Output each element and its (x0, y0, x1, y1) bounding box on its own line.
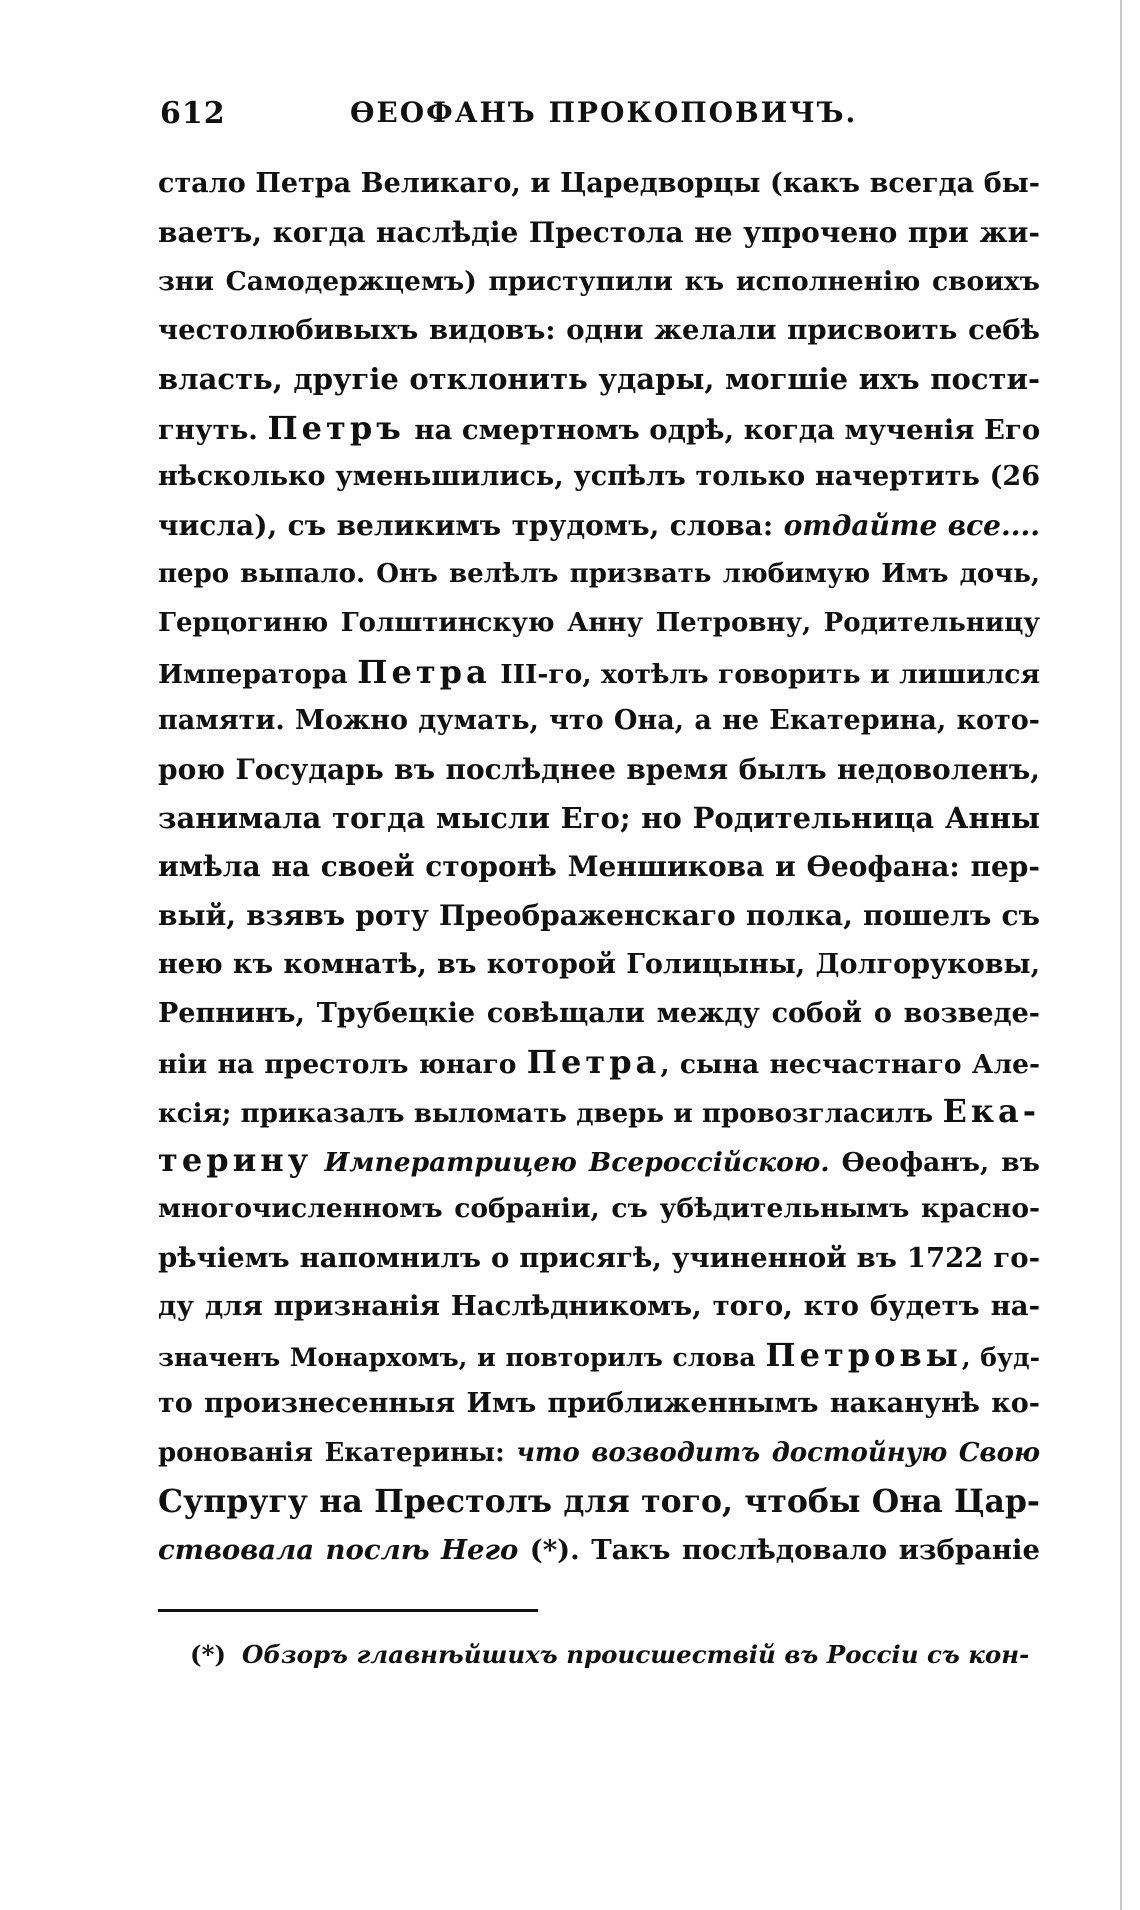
text-segment: ронованія Екатерины: (158, 1437, 517, 1468)
text-line: Репнинъ, Трубецкіе совѣщали между собой о возведе- (158, 997, 1040, 1029)
text-line (158, 1526, 1040, 1575)
page-edge-line (1120, 0, 1122, 1910)
text-line: имѣла на своей сторонѣ Меншикова и Ѳеофана: пер- (158, 850, 1040, 884)
footnote (190, 1640, 1040, 1669)
footnote-marker: (*) (190, 1640, 226, 1669)
text-line (158, 1331, 1040, 1380)
text-segment: III-го, хотѣлъ говорить и лишился (490, 658, 1040, 690)
text-line (158, 1136, 1040, 1185)
footnote-text: Обзоръ главнѣйшихъ происшествій въ Россіи съ кон- (242, 1640, 1030, 1669)
text-line: памяти. Можно думать, что Она, а не Екатерина, кото- (158, 704, 1040, 736)
text-line: зни Самодержцемъ) приступили къ исполненію своихъ (158, 265, 1040, 297)
spaced-name: терину (158, 1140, 313, 1179)
text-line: нѣсколько уменьшились, успѣлъ только начертить (26 (158, 460, 1040, 492)
text-line: вый, взявъ роту Преображенскаго полка, пошелъ съ (158, 898, 1040, 932)
text-line (158, 502, 1040, 551)
text-segment: Ѳеофанъ, въ (829, 1146, 1040, 1178)
italic-title: Императрицею Всероссійскою. (324, 1146, 830, 1178)
text-line: рѣчіемъ напомнилъ о присягѣ, учиненной въ 1722 го- (158, 1241, 1040, 1274)
italic-quote: отдайте все.... (783, 508, 1040, 542)
italic-quote: что возводитъ достойную Свою (516, 1437, 1040, 1468)
text-line: честолюбивыхъ видовъ: одни желали присвоить себѣ (158, 314, 1040, 347)
spaced-name: Петровы (765, 1336, 962, 1375)
footnote-rule (158, 1609, 538, 1612)
text-line: то произнесенныя Имъ приближеннымъ наканунѣ ко- (158, 1387, 1040, 1419)
text-segment: ксія; приказалъ выломать дверь и провозгласилъ (158, 1099, 943, 1130)
italic-quote: ствовала послѣ Него (158, 1534, 519, 1567)
text-line: нею къ комнатѣ, въ которой Голицыны, Долгоруковы, (158, 948, 1040, 980)
running-title: ѲЕОФАНЪ ПРОКОПОВИЧЪ. (350, 96, 858, 129)
page-header (160, 96, 1040, 136)
text-segment: гнуть. (158, 413, 268, 446)
page-number: 612 (160, 96, 226, 131)
text-segment: числа), съ великимъ трудомъ, слова: (158, 508, 784, 542)
text-line: стало Петра Великаго, и Царедворцы (какъ всегда бы- (158, 168, 1040, 199)
text-segment: Императора (158, 658, 358, 690)
text-segment: значенъ Монархомъ, и повторилъ слова (158, 1343, 766, 1373)
text-line: занимала тогда мысли Его; но Родительница Анны (158, 801, 1040, 836)
text-line: ваетъ, когда наслѣдіе Престола не упрочено при жи- (158, 215, 1040, 249)
body-text (158, 160, 1040, 1575)
spaced-name: Петра (526, 1043, 661, 1082)
spaced-name: Петръ (267, 408, 405, 447)
text-segment: , буд- (961, 1343, 1041, 1373)
text-line (158, 404, 1040, 453)
text-line: ду для признанія Наслѣдникомъ, того, кто будетъ на- (158, 1290, 1040, 1323)
text-line (158, 1429, 1040, 1478)
text-line (158, 1038, 1040, 1087)
text-line: Герцогиню Голштинскую Анну Петровну, Родительницу (158, 608, 1040, 639)
text-line: многочисленномъ собраніи, съ убѣдительнымъ красно- (158, 1192, 1040, 1224)
spaced-name: Ека- (942, 1092, 1040, 1131)
text-line: рою Государь въ послѣднее время былъ недоволенъ, (158, 752, 1040, 786)
text-line: перо выпало. Онъ велѣлъ призвать любимую Имъ дочь, (158, 559, 1040, 590)
spaced-name: Петра (357, 652, 491, 691)
text-segment: на смертномъ одрѣ, когда мученія Его (404, 413, 1041, 446)
text-line (158, 648, 1040, 697)
text-line: Супругу на Престолъ для того, чтобы Она Цар- (158, 1482, 1040, 1520)
text-segment: , сына несчастнаго Але- (660, 1049, 1040, 1081)
text-line: власть, другіе отклонить удары, могшіе ихъ пости- (158, 362, 1040, 397)
text-segment: (*). Такъ послѣдовало избраніе (518, 1534, 1040, 1567)
text-segment: ніи на престолъ юнаго (158, 1049, 527, 1081)
text-line (158, 1087, 1040, 1136)
